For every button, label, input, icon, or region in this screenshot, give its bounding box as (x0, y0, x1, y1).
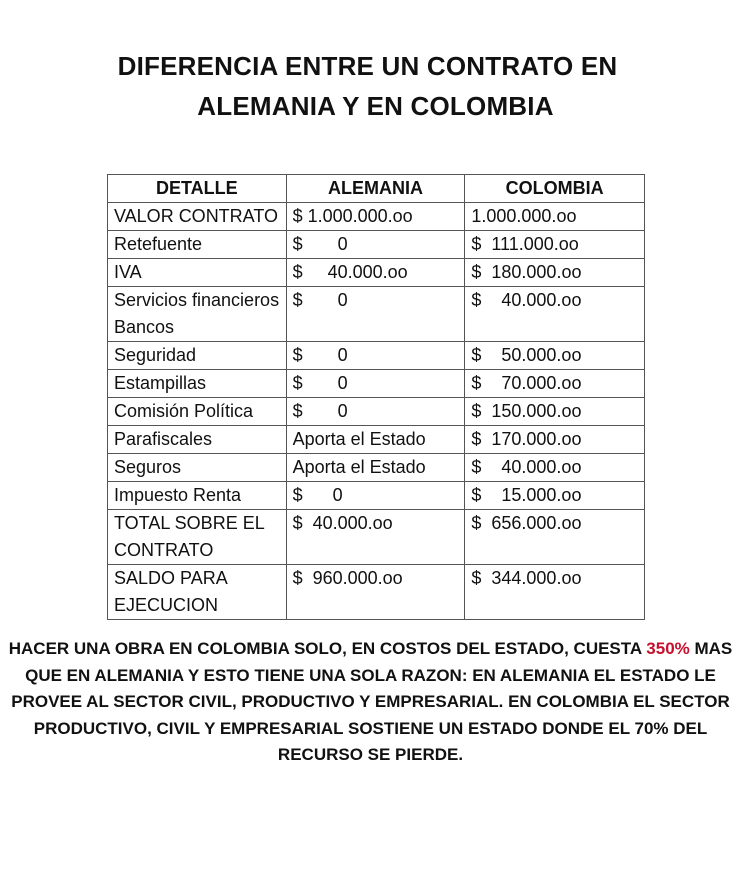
cell-alemania: $ 1.000.000.oo (286, 203, 465, 231)
comparison-table (107, 174, 645, 620)
page-title (0, 46, 741, 126)
cell-alemania: $ 40.000.oo (286, 510, 465, 565)
header-colombia: COLOMBIA (465, 175, 645, 203)
table-row (108, 259, 645, 287)
cell-colombia: $ 111.000.oo (465, 231, 645, 259)
cell-alemania: $ 960.000.oo (286, 565, 465, 620)
table-row (108, 426, 645, 454)
table-row (108, 482, 645, 510)
table-row (108, 342, 645, 370)
cell-detalle: Impuesto Renta (108, 482, 287, 510)
cell-alemania: $ 0 (286, 370, 465, 398)
table-row (108, 287, 645, 342)
cell-alemania: $ 0 (286, 287, 465, 342)
cell-detalle: Seguridad (108, 342, 287, 370)
cell-alemania: $ 0 (286, 482, 465, 510)
cell-colombia: $ 70.000.oo (465, 370, 645, 398)
cell-alemania: Aporta el Estado (286, 426, 465, 454)
table-row (108, 231, 645, 259)
table-row (108, 398, 645, 426)
cell-alemania: $ 0 (286, 231, 465, 259)
cell-colombia: $ 15.000.oo (465, 482, 645, 510)
title-line-1: DIFERENCIA ENTRE UN CONTRATO EN (117, 51, 618, 81)
cell-colombia: $ 656.000.oo (465, 510, 645, 565)
cell-detalle: Parafiscales (108, 426, 287, 454)
header-alemania: ALEMANIA (286, 175, 465, 203)
cell-alemania: $ 40.000.oo (286, 259, 465, 287)
cell-colombia: $ 40.000.oo (465, 454, 645, 482)
cell-colombia: $ 170.000.oo (465, 426, 645, 454)
table-header-row (108, 175, 645, 203)
cell-detalle: IVA (108, 259, 287, 287)
cell-colombia: $ 40.000.oo (465, 287, 645, 342)
cell-detalle: Estampillas (108, 370, 287, 398)
cell-detalle: Comisión Política (108, 398, 287, 426)
table-row (108, 370, 645, 398)
cell-colombia: $ 344.000.oo (465, 565, 645, 620)
conclusion-text (0, 636, 741, 769)
cell-colombia: $ 150.000.oo (465, 398, 645, 426)
cell-colombia: $ 180.000.oo (465, 259, 645, 287)
conclusion-before: HACER UNA OBRA EN COLOMBIA SOLO, EN COSTOS DEL ESTADO, CUESTA (8, 639, 647, 658)
table-row (108, 565, 645, 620)
cell-detalle: Seguros (108, 454, 287, 482)
cell-detalle: Retefuente (108, 231, 287, 259)
table-row (108, 454, 645, 482)
table-row (108, 203, 645, 231)
cell-alemania: $ 0 (286, 342, 465, 370)
cell-alemania: $ 0 (286, 398, 465, 426)
conclusion-after: MAS QUE EN ALEMANIA Y ESTO TIENE UNA SOLA RAZON: EN ALEMANIA EL ESTADO LE PROVEE AL SECTOR CIVIL, PRODUCTIVO Y EMPRESARIAL. EN COLOMBIA EL SECTOR PRODUCTIVO, CIVIL Y EMPRESARIAL SOSTIENE UN ESTADO DONDE EL 70% DEL RECURSO SE PIERDE. (11, 639, 733, 764)
cell-alemania: Aporta el Estado (286, 454, 465, 482)
cell-colombia: 1.000.000.oo (465, 203, 645, 231)
cell-detalle: SALDO PARA EJECUCION (108, 565, 287, 620)
cell-detalle: VALOR CONTRATO (108, 203, 287, 231)
table-row (108, 510, 645, 565)
cell-detalle: Servicios financieros Bancos (108, 287, 287, 342)
header-detalle: DETALLE (108, 175, 287, 203)
percentage-highlight: 350% (646, 639, 690, 658)
cell-detalle: TOTAL SOBRE EL CONTRATO (108, 510, 287, 565)
title-line-2: ALEMANIA Y EN COLOMBIA (197, 91, 554, 121)
cell-colombia: $ 50.000.oo (465, 342, 645, 370)
